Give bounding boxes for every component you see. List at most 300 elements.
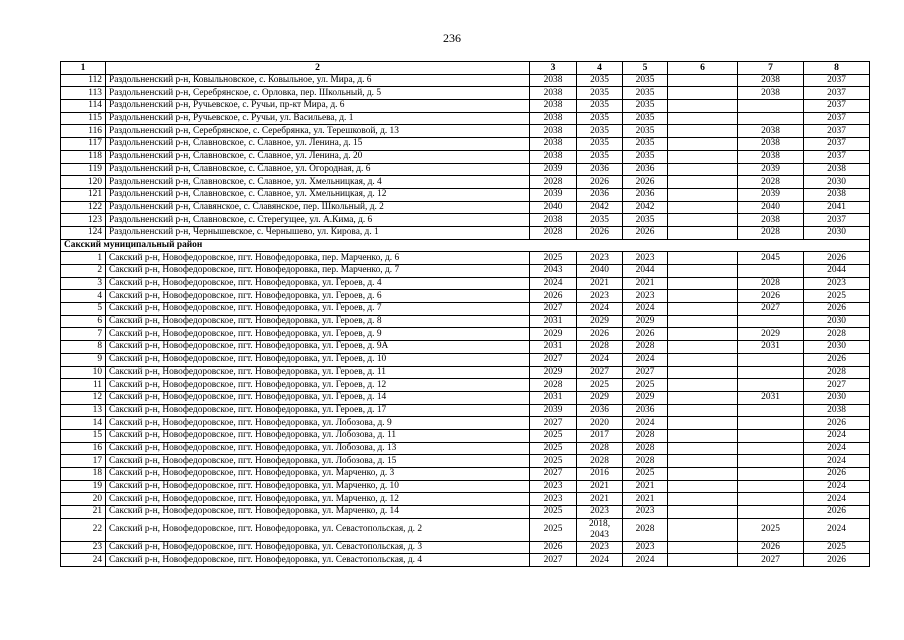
- col-5-cell: 2023: [623, 541, 668, 554]
- col-5-cell: 2029: [623, 315, 668, 328]
- col-6-cell: [668, 328, 738, 341]
- col-8-cell: 2030: [804, 226, 870, 239]
- col-8-cell: 2023: [804, 277, 870, 290]
- col-8-cell: 2026: [804, 506, 870, 519]
- table-row: [61, 366, 870, 379]
- col-4-cell: 2035: [577, 100, 623, 113]
- address-cell: Сакский р-н, Новофедоровское, пгт. Новофедоровка, ул. Героев, д. 9: [106, 328, 530, 341]
- col-8-cell: 2028: [804, 366, 870, 379]
- col-5-cell: 2024: [623, 353, 668, 366]
- table-row: [61, 468, 870, 481]
- col-4-cell: 2035: [577, 150, 623, 163]
- col-3-cell: 2031: [530, 315, 577, 328]
- col-6-cell: [668, 138, 738, 151]
- address-cell: Раздольненский р-н, Ковыльновское, с. Ковыльное, ул. Мира, д. 6: [106, 74, 530, 87]
- col-3-cell: 2026: [530, 541, 577, 554]
- col-8-cell: 2030: [804, 315, 870, 328]
- col-3-cell: 2039: [530, 404, 577, 417]
- col-5-cell: 2026: [623, 328, 668, 341]
- col-6-cell: [668, 455, 738, 468]
- address-cell: Сакский р-н, Новофедоровское, пгт. Новофедоровка, ул. Героев, д. 11: [106, 366, 530, 379]
- col-6-cell: [668, 379, 738, 392]
- table-row: [61, 163, 870, 176]
- table-row: [61, 252, 870, 265]
- col-6-cell: [668, 541, 738, 554]
- col-5-cell: 2027: [623, 366, 668, 379]
- row-number: 17: [61, 455, 106, 468]
- col-4-cell: 2035: [577, 125, 623, 138]
- col-3-cell: 2038: [530, 74, 577, 87]
- row-number: 122: [61, 201, 106, 214]
- table-row: [61, 328, 870, 341]
- col-6-cell: [668, 366, 738, 379]
- col-6-cell: [668, 188, 738, 201]
- col-4-value-line-2: 2043: [590, 529, 609, 540]
- col-6-cell: [668, 214, 738, 227]
- table-row: [61, 188, 870, 201]
- table-row: [61, 455, 870, 468]
- col-8-cell: 2030: [804, 176, 870, 189]
- col-4-cell: 2028: [577, 442, 623, 455]
- col-6-cell: [668, 100, 738, 113]
- col-5-cell: 2035: [623, 74, 668, 87]
- row-number: 7: [61, 328, 106, 341]
- row-number: 8: [61, 341, 106, 354]
- col-6-cell: [668, 112, 738, 125]
- col-5-cell: 2021: [623, 493, 668, 506]
- row-number: 117: [61, 138, 106, 151]
- col-3-cell: 2025: [530, 429, 577, 442]
- col-7-cell: 2040: [738, 201, 804, 214]
- row-number: 10: [61, 366, 106, 379]
- col-4-cell: 2027: [577, 366, 623, 379]
- col-6-cell: [668, 341, 738, 354]
- col-7-cell: [738, 455, 804, 468]
- col-8-cell: 2024: [804, 480, 870, 493]
- col-4-cell: 2023: [577, 541, 623, 554]
- row-number: 3: [61, 277, 106, 290]
- col-5-cell: 2028: [623, 455, 668, 468]
- row-number: 24: [61, 554, 106, 567]
- col-6-cell: [668, 150, 738, 163]
- col-6-cell: [668, 125, 738, 138]
- col-3-cell: 2040: [530, 201, 577, 214]
- address-cell: Сакский р-н, Новофедоровское, пгт. Новофедоровка, ул. Героев, д. 6: [106, 290, 530, 303]
- col-7-cell: 2028: [738, 176, 804, 189]
- row-number: 2: [61, 265, 106, 278]
- col-4-cell: 2023: [577, 506, 623, 519]
- row-number: 123: [61, 214, 106, 227]
- row-number: 115: [61, 112, 106, 125]
- address-cell: Сакский р-н, Новофедоровское, пгт. Новофедоровка, ул. Лобозова, д. 9: [106, 417, 530, 430]
- col-4-cell: 2029: [577, 391, 623, 404]
- table-row: [61, 341, 870, 354]
- col-4-cell: 2035: [577, 87, 623, 100]
- col-8-cell: 2024: [804, 455, 870, 468]
- col-4-cell: 2035: [577, 138, 623, 151]
- col-7-cell: 2038: [738, 125, 804, 138]
- col-5-cell: 2029: [623, 391, 668, 404]
- col-4-cell: 2036: [577, 163, 623, 176]
- col-3-cell: 2027: [530, 554, 577, 567]
- col-8-cell: 2025: [804, 290, 870, 303]
- table-row: [61, 214, 870, 227]
- header-col-1: 1: [61, 62, 106, 75]
- col-7-cell: 2038: [738, 74, 804, 87]
- table-row: [61, 429, 870, 442]
- section-row: [61, 239, 870, 252]
- address-cell: Раздольненский р-н, Серебрянское, с. Серебрянка, ул. Терешковой, д. 13: [106, 125, 530, 138]
- col-7-cell: 2027: [738, 554, 804, 567]
- col-8-cell: 2024: [804, 429, 870, 442]
- address-cell: Сакский р-н, Новофедоровское, пгт. Новофедоровка, ул. Героев, д. 8: [106, 315, 530, 328]
- header-col-7: 7: [738, 62, 804, 75]
- address-cell: Раздольненский р-н, Ручьевское, с. Ручьи, пр-кт Мира, д. 6: [106, 100, 530, 113]
- row-number: 13: [61, 404, 106, 417]
- address-cell: Сакский р-н, Новофедоровское, пгт. Новофедоровка, ул. Марченко, д. 12: [106, 493, 530, 506]
- col-4-cell: 2026: [577, 226, 623, 239]
- header-col-6: 6: [668, 62, 738, 75]
- col-5-cell: 2024: [623, 303, 668, 316]
- table-row: [61, 417, 870, 430]
- col-8-cell: 2025: [804, 541, 870, 554]
- col-7-cell: [738, 480, 804, 493]
- row-number: 113: [61, 87, 106, 100]
- row-number: 18: [61, 468, 106, 481]
- address-cell: Раздольненский р-н, Славновское, с. Славное, ул. Огородная, д. 6: [106, 163, 530, 176]
- row-number: 20: [61, 493, 106, 506]
- row-number: 22: [61, 518, 106, 541]
- col-5-cell: 2021: [623, 277, 668, 290]
- col-6-cell: [668, 176, 738, 189]
- col-7-cell: [738, 429, 804, 442]
- col-6-cell: [668, 315, 738, 328]
- row-number: 116: [61, 125, 106, 138]
- address-cell: Раздольненский р-н, Славянское, с. Славянское, пер. Школьный, д. 2: [106, 201, 530, 214]
- table-row: [61, 379, 870, 392]
- col-7-cell: 2039: [738, 163, 804, 176]
- table-row: [61, 277, 870, 290]
- table-row: [61, 442, 870, 455]
- address-cell: Сакский р-н, Новофедоровское, пгт. Новофедоровка, ул. Героев, д. 7: [106, 303, 530, 316]
- table-row: [61, 391, 870, 404]
- col-6-cell: [668, 201, 738, 214]
- table-row: [61, 554, 870, 567]
- header-col-4: 4: [577, 62, 623, 75]
- col-3-cell: 2031: [530, 391, 577, 404]
- col-6-cell: [668, 265, 738, 278]
- table-row: [61, 493, 870, 506]
- address-cell: Сакский р-н, Новофедоровское, пгт. Новофедоровка, ул. Севастопольская, д. 4: [106, 554, 530, 567]
- col-6-cell: [668, 442, 738, 455]
- address-cell: Сакский р-н, Новофедоровское, пгт. Новофедоровка, ул. Героев, д. 17: [106, 404, 530, 417]
- col-3-cell: 2028: [530, 226, 577, 239]
- col-3-cell: 2029: [530, 366, 577, 379]
- col-4-cell: 2021: [577, 277, 623, 290]
- address-cell: Сакский р-н, Новофедоровское, пгт. Новофедоровка, ул. Севастопольская, д. 2: [106, 518, 530, 541]
- col-4-cell: 2024: [577, 353, 623, 366]
- col-6-cell: [668, 480, 738, 493]
- col-3-cell: 2027: [530, 303, 577, 316]
- table-row: [61, 100, 870, 113]
- col-8-cell: 2037: [804, 100, 870, 113]
- col-6-cell: [668, 74, 738, 87]
- col-6-cell: [668, 417, 738, 430]
- col-6-cell: [668, 468, 738, 481]
- address-cell: Раздольненский р-н, Славновское, с. Славное, ул. Ленина, д. 15: [106, 138, 530, 151]
- col-8-cell: 2037: [804, 87, 870, 100]
- table-row: [61, 303, 870, 316]
- row-number: 1: [61, 252, 106, 265]
- row-number: 119: [61, 163, 106, 176]
- col-8-cell: 2026: [804, 252, 870, 265]
- col-7-cell: [738, 442, 804, 455]
- col-6-cell: [668, 252, 738, 265]
- col-7-cell: [738, 366, 804, 379]
- table-row: [61, 112, 870, 125]
- col-4-cell: 2040: [577, 265, 623, 278]
- col-4-cell: 2035: [577, 74, 623, 87]
- col-3-cell: 2038: [530, 125, 577, 138]
- col-6-cell: [668, 226, 738, 239]
- col-5-cell: 2028: [623, 442, 668, 455]
- col-8-cell: 2027: [804, 379, 870, 392]
- row-number: 114: [61, 100, 106, 113]
- header-col-5: 5: [623, 62, 668, 75]
- col-3-cell: 2024: [530, 277, 577, 290]
- address-cell: Раздольненский р-н, Серебрянское, с. Орловка, пер. Школьный, д. 5: [106, 87, 530, 100]
- col-3-cell: 2038: [530, 138, 577, 151]
- col-8-cell: 2037: [804, 112, 870, 125]
- address-cell: Сакский р-н, Новофедоровское, пгт. Новофедоровка, ул. Героев, д. 4: [106, 277, 530, 290]
- col-8-cell: 2026: [804, 417, 870, 430]
- col-5-cell: 2035: [623, 125, 668, 138]
- col-7-cell: 2038: [738, 214, 804, 227]
- col-8-cell: 2030: [804, 341, 870, 354]
- address-cell: Сакский р-н, Новофедоровское, пгт. Новофедоровка, ул. Лобозова, д. 11: [106, 429, 530, 442]
- col-8-cell: 2038: [804, 163, 870, 176]
- col-5-cell: 2023: [623, 252, 668, 265]
- table-row: [61, 315, 870, 328]
- col-5-cell: 2021: [623, 480, 668, 493]
- address-cell: Раздольненский р-н, Чернышевское, с. Чернышево, ул. Кирова, д. 1: [106, 226, 530, 239]
- table-row: [61, 74, 870, 87]
- housing-schedule-table: [60, 61, 870, 567]
- col-3-cell: 2043: [530, 265, 577, 278]
- col-6-cell: [668, 404, 738, 417]
- address-cell: Сакский р-н, Новофедоровское, пгт. Новофедоровка, ул. Севастопольская, д. 3: [106, 541, 530, 554]
- address-cell: Сакский р-н, Новофедоровское, пгт. Новофедоровка, ул. Лобозова, д. 13: [106, 442, 530, 455]
- col-7-cell: 2038: [738, 87, 804, 100]
- row-number: 14: [61, 417, 106, 430]
- col-3-cell: 2028: [530, 379, 577, 392]
- col-5-cell: 2036: [623, 404, 668, 417]
- col-3-cell: 2026: [530, 290, 577, 303]
- col-5-cell: 2044: [623, 265, 668, 278]
- table-row: [61, 201, 870, 214]
- col-7-cell: 2039: [738, 188, 804, 201]
- col-4-cell: 2042: [577, 201, 623, 214]
- col-3-cell: 2039: [530, 163, 577, 176]
- col-4-cell: 2023: [577, 290, 623, 303]
- col-4-cell: 2024: [577, 303, 623, 316]
- table-row: [61, 480, 870, 493]
- row-number: 118: [61, 150, 106, 163]
- col-5-cell: 2025: [623, 468, 668, 481]
- col-8-cell: 2037: [804, 125, 870, 138]
- row-number: 16: [61, 442, 106, 455]
- table-row: [61, 541, 870, 554]
- col-7-cell: 2028: [738, 277, 804, 290]
- col-7-cell: [738, 353, 804, 366]
- col-4-cell: 2029: [577, 315, 623, 328]
- col-4-cell: 2016: [577, 468, 623, 481]
- col-5-cell: 2035: [623, 112, 668, 125]
- col-8-cell: 2026: [804, 303, 870, 316]
- col-7-cell: [738, 265, 804, 278]
- col-4-cell: 2036: [577, 188, 623, 201]
- col-6-cell: [668, 391, 738, 404]
- header-row: [61, 62, 870, 75]
- col-8-cell: 2038: [804, 188, 870, 201]
- col-7-cell: 2026: [738, 290, 804, 303]
- col-5-cell: 2023: [623, 506, 668, 519]
- col-4-value-line-1: 2018,: [588, 518, 611, 529]
- row-number: 112: [61, 74, 106, 87]
- col-4-cell: 2035: [577, 214, 623, 227]
- col-8-cell: 2024: [804, 493, 870, 506]
- col-7-cell: [738, 112, 804, 125]
- col-6-cell: [668, 277, 738, 290]
- row-number: 6: [61, 315, 106, 328]
- address-cell: Сакский р-н, Новофедоровское, пгт. Новофедоровка, ул. Лобозова, д. 15: [106, 455, 530, 468]
- col-5-cell: 2035: [623, 214, 668, 227]
- address-cell: Сакский р-н, Новофедоровское, пгт. Новофедоровка, ул. Героев, д. 10: [106, 353, 530, 366]
- col-3-cell: 2031: [530, 341, 577, 354]
- col-4-cell: 2036: [577, 404, 623, 417]
- col-3-cell: 2039: [530, 188, 577, 201]
- col-8-cell: 2030: [804, 391, 870, 404]
- col-3-cell: 2025: [530, 455, 577, 468]
- table-row: [61, 125, 870, 138]
- table-row: [61, 226, 870, 239]
- col-7-cell: 2038: [738, 138, 804, 151]
- col-3-cell: 2025: [530, 442, 577, 455]
- col-3-cell: 2038: [530, 150, 577, 163]
- table-row: [61, 265, 870, 278]
- col-5-cell: 2035: [623, 100, 668, 113]
- col-3-cell: 2023: [530, 493, 577, 506]
- page-number: 236: [443, 31, 461, 45]
- col-7-cell: [738, 100, 804, 113]
- address-cell: Раздольненский р-н, Славновское, с. Славное, ул. Хмельницкая, д. 12: [106, 188, 530, 201]
- header-col-2: 2: [106, 62, 530, 75]
- table-row: [61, 290, 870, 303]
- col-5-cell: 2024: [623, 554, 668, 567]
- col-3-cell: 2028: [530, 176, 577, 189]
- header-col-3: 3: [530, 62, 577, 75]
- address-cell: Раздольненский р-н, Ручьевское, с. Ручьи, ул. Васильева, д. 1: [106, 112, 530, 125]
- col-7-cell: 2026: [738, 541, 804, 554]
- col-8-cell: 2024: [804, 518, 870, 541]
- table-row: [61, 138, 870, 151]
- col-4-cell: 2021: [577, 480, 623, 493]
- col-5-cell: 2024: [623, 417, 668, 430]
- col-7-cell: [738, 379, 804, 392]
- col-3-cell: 2038: [530, 87, 577, 100]
- col-3-cell: 2038: [530, 112, 577, 125]
- col-8-cell: 2026: [804, 353, 870, 366]
- col-6-cell: [668, 87, 738, 100]
- col-8-cell: 2028: [804, 328, 870, 341]
- col-6-cell: [668, 429, 738, 442]
- col-7-cell: 2031: [738, 391, 804, 404]
- col-4-cell: 2028: [577, 341, 623, 354]
- col-3-cell: 2023: [530, 480, 577, 493]
- col-3-cell: 2038: [530, 100, 577, 113]
- col-6-cell: [668, 353, 738, 366]
- col-5-cell: 2023: [623, 290, 668, 303]
- col-6-cell: [668, 506, 738, 519]
- col-7-cell: 2029: [738, 328, 804, 341]
- col-7-cell: [738, 315, 804, 328]
- col-4-cell: 2024: [577, 554, 623, 567]
- col-7-cell: [738, 493, 804, 506]
- table-row: [61, 506, 870, 519]
- col-8-cell: 2024: [804, 442, 870, 455]
- col-5-cell: 2028: [623, 429, 668, 442]
- col-5-cell: 2028: [623, 341, 668, 354]
- col-6-cell: [668, 518, 738, 541]
- col-4-cell: 2026: [577, 328, 623, 341]
- col-8-cell: 2026: [804, 554, 870, 567]
- col-5-cell: 2042: [623, 201, 668, 214]
- address-cell: Сакский р-н, Новофедоровское, пгт. Новофедоровка, ул. Марченко, д. 3: [106, 468, 530, 481]
- col-3-cell: 2025: [530, 518, 577, 541]
- col-7-cell: [738, 404, 804, 417]
- address-cell: Сакский р-н, Новофедоровское, пгт. Новофедоровка, пер. Марченко, д. 6: [106, 252, 530, 265]
- col-8-cell: 2037: [804, 138, 870, 151]
- col-5-cell: 2026: [623, 176, 668, 189]
- address-cell: Сакский р-н, Новофедоровское, пгт. Новофедоровка, ул. Героев, д. 14: [106, 391, 530, 404]
- row-number: 15: [61, 429, 106, 442]
- col-5-cell: 2036: [623, 163, 668, 176]
- col-8-cell: 2026: [804, 468, 870, 481]
- address-cell: Сакский р-н, Новофедоровское, пгт. Новофедоровка, ул. Героев, д. 12: [106, 379, 530, 392]
- address-cell: Сакский р-н, Новофедоровское, пгт. Новофедоровка, ул. Героев, д. 9А: [106, 341, 530, 354]
- col-7-cell: 2031: [738, 341, 804, 354]
- row-number: 120: [61, 176, 106, 189]
- col-8-cell: 2037: [804, 214, 870, 227]
- address-cell: Раздольненский р-н, Славновское, с. Славное, ул. Хмельницкая, д. 4: [106, 176, 530, 189]
- col-7-cell: 2025: [738, 518, 804, 541]
- table-row: [61, 404, 870, 417]
- row-number: 121: [61, 188, 106, 201]
- col-7-cell: 2027: [738, 303, 804, 316]
- col-6-cell: [668, 493, 738, 506]
- col-6-cell: [668, 290, 738, 303]
- col-7-cell: [738, 506, 804, 519]
- row-number: 21: [61, 506, 106, 519]
- col-7-cell: 2038: [738, 150, 804, 163]
- col-3-cell: 2027: [530, 353, 577, 366]
- row-number: 9: [61, 353, 106, 366]
- address-cell: Сакский р-н, Новофедоровское, пгт. Новофедоровка, ул. Марченко, д. 14: [106, 506, 530, 519]
- col-7-cell: [738, 468, 804, 481]
- col-8-cell: 2037: [804, 150, 870, 163]
- col-4-cell: 2023: [577, 252, 623, 265]
- address-cell: Раздольненский р-н, Славновское, с. Стерегущее, ул. А.Кима, д. 6: [106, 214, 530, 227]
